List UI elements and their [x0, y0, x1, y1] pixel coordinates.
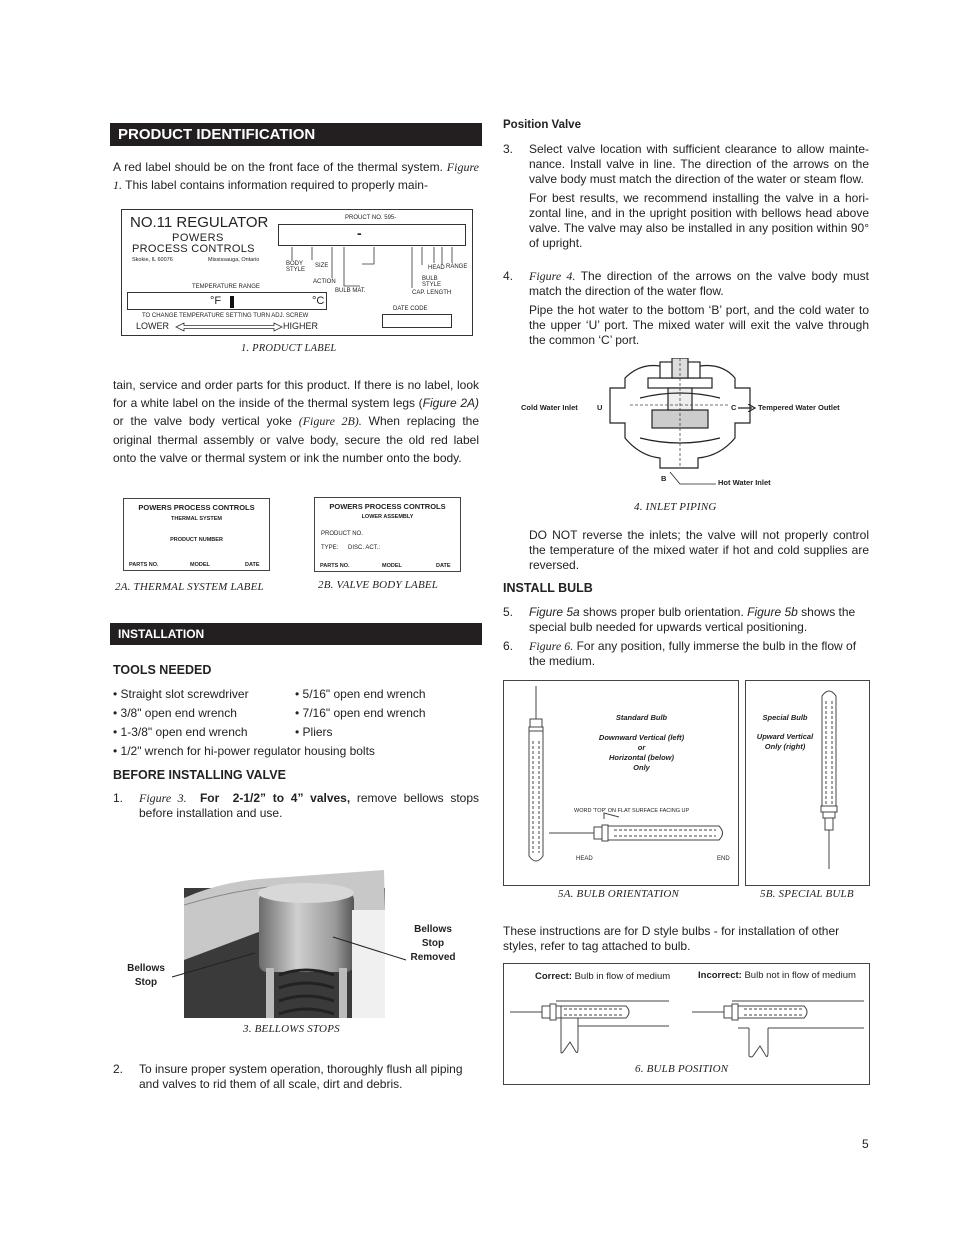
bellows-photo-illustration: [184, 850, 385, 1018]
date-code-field: [382, 314, 452, 328]
list-item: • 1-3/8" open end wrench: [113, 725, 248, 739]
hot-water-inlet-label: Hot Water Inlet: [718, 478, 771, 487]
list-item: • 5/16" open end wrench: [295, 687, 426, 701]
step-3: 3. Select valve location with sufficient clearance to allow mainte-nance. Install valve in line. The direction of the arrows on the valve body must match the direction of the water or steam flow. For best results, we recommend installing the valve in a hori-zontal line, and in the upright position with bellows head above valve. The valve may also be installed in any position within 90° of upright.: [503, 142, 869, 250]
install-bulb-heading: INSTALL BULB: [503, 581, 593, 595]
section-title: PRODUCT IDENTIFICATION: [118, 126, 316, 143]
product-id-paragraph-2: tain, service and order parts for this product. If there is no label, look for a white label on the inside of the thermal system legs (Figure 2A) or the valve body vertical yoke (Figure 2B). When replacing the original thermal assembly or valve body, secure the old red label onto the valve or thermal system or ink the number onto the body.: [113, 378, 480, 465]
reverse-inlets-note: DO NOT reverse the inlets; the valve will not properly control the temperature of the mixed water if hot and cold supplies are reversed.: [529, 528, 869, 572]
inlet-piping-diagram: [600, 358, 760, 483]
list-item: • Pliers: [295, 725, 333, 739]
figure-4-caption: 4. INLET PIPING: [634, 501, 717, 513]
step-6: 6. Figure 6. For any position, fully immerse the bulb in the flow of the medium.: [503, 639, 857, 668]
standard-bulb-illustration: [504, 681, 740, 887]
figure-3-caption: 3. BELLOWS STOPS: [243, 1023, 340, 1035]
figure-1-caption: 1. PRODUCT LABEL: [241, 343, 337, 354]
special-bulb-figure: Special Bulb Upward Vertical Only (right): [745, 680, 870, 886]
tempered-water-outlet-label: Tempered Water Outlet: [758, 403, 840, 412]
step-2: 2. To insure proper system operation, thoroughly flush all piping and valves to rid them of all scale, dirt and debris.: [113, 1062, 463, 1091]
valve-body-label: POWERS PROCESS CONTROLS LOWER ASSEMBLY PRODUCT NO. TYPE: DISC. ACT.: PARTS NO. MODEL DATE: [314, 497, 461, 572]
figure-2a-caption: 2A. THERMAL SYSTEM LABEL: [115, 581, 264, 593]
thermal-system-label: POWERS PROCESS CONTROLS THERMAL SYSTEM PRODUCT NUMBER PARTS NO. MODEL DATE: [123, 498, 270, 571]
adjust-arrow: [174, 322, 284, 332]
product-label-figure: NO.11 REGULATOR POWERS PROCESS CONTROLS Skokie, IL 60076 Mississauga, Ontario PROUCT NO. 595- - BODY STYLE SIZE ACTION BULB MAT. HEAD RANGE BULB STYLE CAP. LENGTH TEMPERATURE RANGE °F °C TO CHANGE TEMPERATURE SETTING TURN ADJ. SCREW LOWER HIGHER DATE CODE: [121, 209, 473, 336]
figure-5a-caption: 5A. BULB ORIENTATION: [558, 888, 680, 900]
product-number-field: -: [278, 224, 466, 246]
outlet-arrow: [738, 404, 758, 412]
bellows-stop-removed-label: Bellows Stop Removed: [410, 924, 456, 963]
step-4: 4. Figure 4. The direction of the arrows on the valve body must match the direction of the water flow. Pipe the hot water to the bottom ‘B’ port, and the cold water to the upper ‘U’ port. The mixed water will exit the valve through the common ‘C’ port.: [503, 269, 870, 347]
port-u-label: U: [597, 403, 603, 412]
bulb-orientation-figure: Standard Bulb Downward Vertical (left) or Horizontal (below) Only WORD 'TOP' ON FLAT SURFACE FACING UP HEAD END: [503, 680, 739, 886]
range-marker: [230, 296, 234, 308]
figure-2b-caption: 2B. VALVE BODY LABEL: [318, 579, 439, 591]
bulb-position-figure: Correct: Bulb in flow of medium Incorrect: Bulb not in flow of medium 6. BULB POSITION: [503, 963, 870, 1085]
position-valve-heading: Position Valve: [503, 119, 581, 131]
before-installing-heading: BEFORE INSTALLING VALVE: [113, 768, 286, 782]
figure-5b-caption: 5B. SPECIAL BULB: [760, 888, 854, 900]
step-1: 1. Figure 3. For 2-1/2” to 4” valves, remove bellows stops before installation and use.: [113, 791, 479, 820]
list-item: • 7/16" open end wrench: [295, 706, 426, 720]
tools-list: [113, 685, 483, 765]
hot-inlet-leader: [668, 470, 718, 490]
port-c-label: C: [731, 403, 737, 412]
step-5: 5. Figure 5a shows proper bulb orientation. Figure 5b shows the special bulb needed for upwards vertical positioning.: [503, 605, 856, 634]
label-brand-line1: POWERS: [172, 232, 224, 244]
label-brand-line2: PROCESS CONTROLS: [132, 243, 255, 255]
cold-water-inlet-label: Cold Water Inlet: [521, 403, 578, 412]
bellows-stop-label: Bellows Stop: [127, 963, 165, 988]
section-header-installation: INSTALLATION: [110, 623, 482, 645]
list-item: • 3/8" open end wrench: [113, 706, 237, 720]
port-b-label: B: [661, 474, 667, 483]
list-item: • Straight slot screwdriver: [113, 687, 249, 701]
figure-6-caption: 6. BULB POSITION: [635, 1063, 729, 1075]
list-item: • 1/2" wrench for hi-power regulator housing bolts: [113, 744, 375, 758]
label-title: NO.11 REGULATOR: [130, 214, 269, 231]
page-number: 5: [862, 1137, 869, 1151]
product-id-paragraph-1: A red label should be on the front face of the thermal system. Figure 1. This label contains information required to properly main-: [113, 160, 479, 192]
special-bulb-illustration: [746, 681, 871, 887]
temperature-range-field: °F °C: [127, 292, 327, 310]
tools-needed-heading: TOOLS NEEDED: [113, 663, 212, 677]
figure-ref: Figure 1.: [113, 160, 479, 192]
bellows-stops-photo: [184, 850, 385, 1018]
d-style-note: These instructions are for D style bulbs - for installation of other styles, refer to tag attached to bulb.: [503, 924, 840, 953]
section-header-product-identification: [110, 123, 482, 146]
